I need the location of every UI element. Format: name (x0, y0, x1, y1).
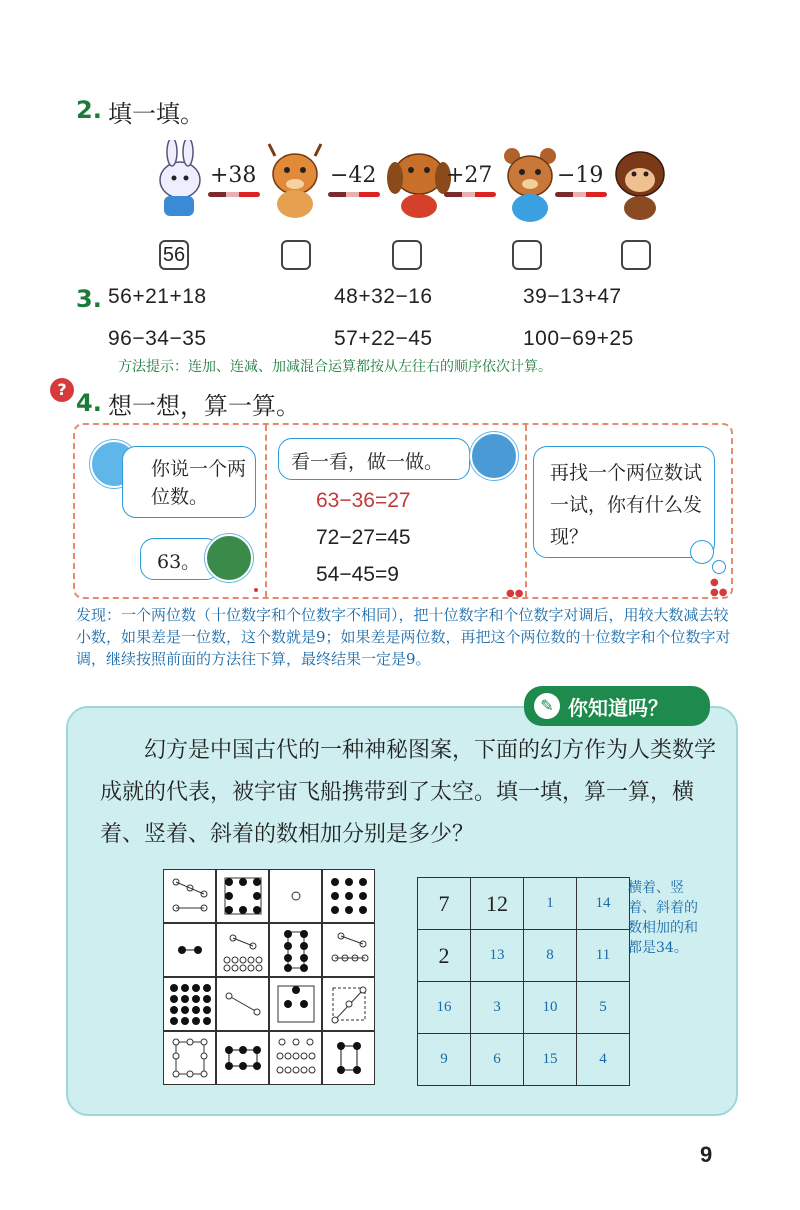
monkey-icon (616, 152, 664, 220)
magic-cell: 2 (418, 930, 471, 982)
magic-cell: 10 (524, 982, 577, 1034)
magic-cell: 3 (471, 982, 524, 1034)
boy-avatar-icon (470, 432, 518, 480)
dots-icon (254, 588, 258, 592)
thought-circle-icon (690, 540, 714, 564)
q3-number: 3. (76, 285, 102, 313)
dot-cell (322, 923, 375, 977)
q2-answer-box-5[interactable] (621, 240, 651, 270)
q3-expr-1: 56+21+18 (108, 285, 207, 308)
q2-op-3: +27 (446, 163, 493, 188)
thought-bubble-find-another: 再找一个两位数试一试，你有什么发现？ (533, 446, 715, 558)
q4-title: 想一想，算一算。 (108, 392, 300, 420)
dot-cell (163, 923, 216, 977)
magic-cell: 1 (524, 878, 577, 930)
magic-cell: 8 (524, 930, 577, 982)
dot-cell (163, 869, 216, 923)
calc-line-1: 63−36=27 (316, 489, 411, 512)
q4-divider-2 (525, 425, 527, 597)
student-avatar-icon (205, 534, 253, 582)
dot-cell (269, 923, 322, 977)
calc-line-2: 72−27=45 (316, 526, 411, 549)
magic-cell: 7 (418, 878, 471, 930)
dot-cell (216, 869, 269, 923)
dot-cell (216, 923, 269, 977)
q2-arrow-1 (208, 192, 260, 197)
magic-cell: 4 (577, 1034, 630, 1086)
magic-cell: 9 (418, 1034, 471, 1086)
q2-arrow-2 (328, 192, 380, 197)
calf-icon (269, 144, 321, 218)
q2-answer-box-1: 56 (159, 240, 189, 270)
q4-discovery-text: 发现：一个两位数（十位数字和个位数字不相同），把十位数字和个位数字对调后，用较大数减去较小数，如果差是一位数，这个数就是9；如果差是两位数，再把这个两位数的十位数字和个位数字对调，继续按照前面的方法往下算，最终结果一定是9。 (76, 606, 731, 668)
q3-expr-3: 39−13+47 (523, 285, 622, 308)
dot-cell (269, 869, 322, 923)
dots-icon: ●● (506, 588, 524, 599)
did-you-know-tag (524, 686, 710, 726)
page-number: 9 (700, 1142, 713, 1167)
q2-op-1: +38 (210, 163, 257, 188)
q2-arrow-4 (555, 192, 607, 197)
q2-answer-box-3[interactable] (392, 240, 422, 270)
q2-arrow-3 (444, 192, 496, 197)
q2-title: 填一填。 (108, 100, 204, 128)
q4-number: 4. (76, 389, 102, 417)
q2-answer-box-4[interactable] (512, 240, 542, 270)
dot-cell (216, 977, 269, 1031)
magic-cell: 15 (524, 1034, 577, 1086)
bear-icon (504, 148, 556, 222)
dot-cell (322, 977, 375, 1031)
dot-cell (322, 869, 375, 923)
speech-bubble-63: 63。 (140, 538, 220, 580)
speech-bubble-say-number: 你说一个两位数。 (122, 446, 256, 518)
magic-cell: 14 (577, 878, 630, 930)
dot-cell (163, 1031, 216, 1085)
dot-cell (216, 1031, 269, 1085)
luoshu-dot-grid (163, 869, 375, 1085)
magic-square-intro: 幻方是中国古代的一种神秘图案，下面的幻方作为人类数学成就的代表，被宇宙飞船携带到了太空。填一填，算一算，横着、竖着、斜着的数相加分别是多少？ (100, 738, 717, 847)
q2-number: 2. (76, 96, 102, 124)
q3-expr-2: 48+32−16 (334, 285, 433, 308)
paperclip-icon: ✎ (534, 693, 560, 719)
magic-cell: 16 (418, 982, 471, 1034)
dot-cell (269, 977, 322, 1031)
thought-circle-icon (712, 560, 726, 574)
rabbit-icon (160, 140, 200, 216)
magic-square-table (417, 877, 630, 1086)
dot-cell (269, 1031, 322, 1085)
magic-cell: 12 (471, 878, 524, 930)
dog-icon (387, 154, 451, 218)
q3-expr-6: 100−69+25 (523, 327, 634, 350)
q2-answer-box-2[interactable] (281, 240, 311, 270)
did-you-know-label: 你知道吗？ (568, 695, 668, 720)
q2-op-2: −42 (330, 163, 377, 188)
q3-method-hint: 方法提示：连加、连减、加减混合运算都按从左往右的顺序依次计算。 (118, 359, 552, 375)
question-mark-icon: ? (50, 378, 74, 402)
dot-cell (163, 977, 216, 1031)
dot-cell (322, 1031, 375, 1085)
speech-bubble-look-and-do: 看一看，做一做。 (278, 438, 470, 480)
magic-sum-note: 横着、竖着、斜着的数相加的和都是34。 (628, 880, 698, 956)
magic-cell: 11 (577, 930, 630, 982)
magic-cell: 6 (471, 1034, 524, 1086)
calc-line-3: 54−45=9 (316, 563, 399, 586)
q3-expr-4: 96−34−35 (108, 327, 207, 350)
magic-cell: 13 (471, 930, 524, 982)
q3-expr-5: 57+22−45 (334, 327, 433, 350)
q4-divider-1 (265, 425, 267, 597)
dots-icon: ● ●● (710, 577, 728, 598)
magic-cell: 5 (577, 982, 630, 1034)
q2-op-4: −19 (557, 163, 604, 188)
